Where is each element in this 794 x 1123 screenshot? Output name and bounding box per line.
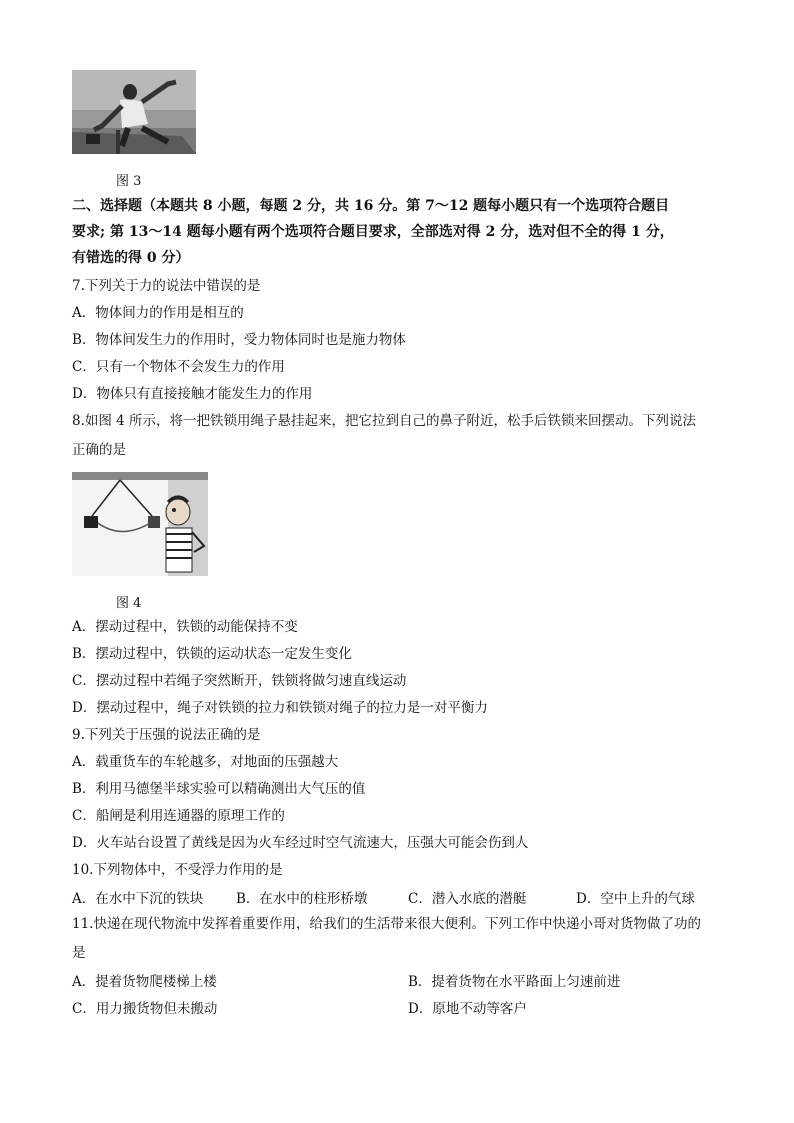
q8-option-a: A．摆动过程中，铁锁的动能保持不变 [72,619,298,635]
q8-option-d: D．摆动过程中，绳子对铁锁的拉力和铁锁对绳子的拉力是一对平衡力 [72,700,488,716]
q10-stem: 10.下列物体中，不受浮力作用的是 [72,862,283,878]
figure-4-image [72,472,208,576]
figure-3-caption: 图 3 [116,174,142,189]
q8-option-b: B．摆动过程中，铁锁的运动状态一定发生变化 [72,646,352,662]
q9-option-a: A．载重货车的车轮越多，对地面的压强越大 [72,754,339,770]
q10-option-d: D．空中上升的气球 [576,891,695,907]
section-2-heading-line-1: 二、选择题（本题共 8 小题，每题 2 分，共 16 分。第 7～12 题每小题只有一个选项符合题目 [72,198,670,214]
q11-option-a: A．提着货物爬楼梯上楼 [72,974,217,990]
q10-option-a: A．在水中下沉的铁块 [72,891,204,907]
table-tennis-photo [72,70,196,154]
q8-stem-line-2: 正确的是 [72,442,126,458]
q9-stem: 9.下列关于压强的说法正确的是 [72,727,261,743]
q9-option-b: B．利用马德堡半球实验可以精确测出大气压的值 [72,781,366,797]
section-2-heading-line-3: 有错选的得 0 分） [72,250,190,266]
q11-option-d: D．原地不动等客户 [408,1001,527,1017]
q10-option-b: B．在水中的柱形桥墩 [236,891,368,907]
q7-option-c: C．只有一个物体不会发生力的作用 [72,359,285,375]
q7-option-b: B．物体间发生力的作用时，受力物体同时也是施力物体 [72,332,406,348]
q7-option-d: D．物体只有直接接触才能发生力的作用 [72,386,313,402]
q7-stem: 7.下列关于力的说法中错误的是 [72,278,261,294]
q11-stem-line-2: 是 [72,945,86,961]
q8-stem-line-1: 8.如图 4 所示，将一把铁锁用绳子悬挂起来，把它拉到自己的鼻子附近，松手后铁锁来回摆动。下列说法 [72,413,697,429]
pendulum-lock-drawing [72,472,208,576]
q11-option-b: B．提着货物在水平路面上匀速前进 [408,974,621,990]
q9-option-d: D．火车站台设置了黄线是因为火车经过时空气流速大，压强大可能会伤到人 [72,835,529,851]
figure-3-image [72,70,196,154]
q9-option-c: C．船闸是利用连通器的原理工作的 [72,808,285,824]
section-2-heading-line-2: 要求; 第 13～14 题每小题有两个选项符合题目要求，全部选对得 2 分，选对但不全的得 1 分， [72,224,674,240]
q11-stem-line-1: 11.快递在现代物流中发挥着重要作用，给我们的生活带来很大便利。下列工作中快递小哥对货物做了功的 [72,916,701,932]
q11-option-c: C．用力搬货物但未搬动 [72,1001,218,1017]
q8-option-c: C．摆动过程中若绳子突然断开，铁锁将做匀速直线运动 [72,673,407,689]
q10-option-c: C．潜入水底的潜艇 [408,891,527,907]
q7-option-a: A．物体间力的作用是相互的 [72,305,244,321]
figure-4-caption: 图 4 [116,596,142,611]
